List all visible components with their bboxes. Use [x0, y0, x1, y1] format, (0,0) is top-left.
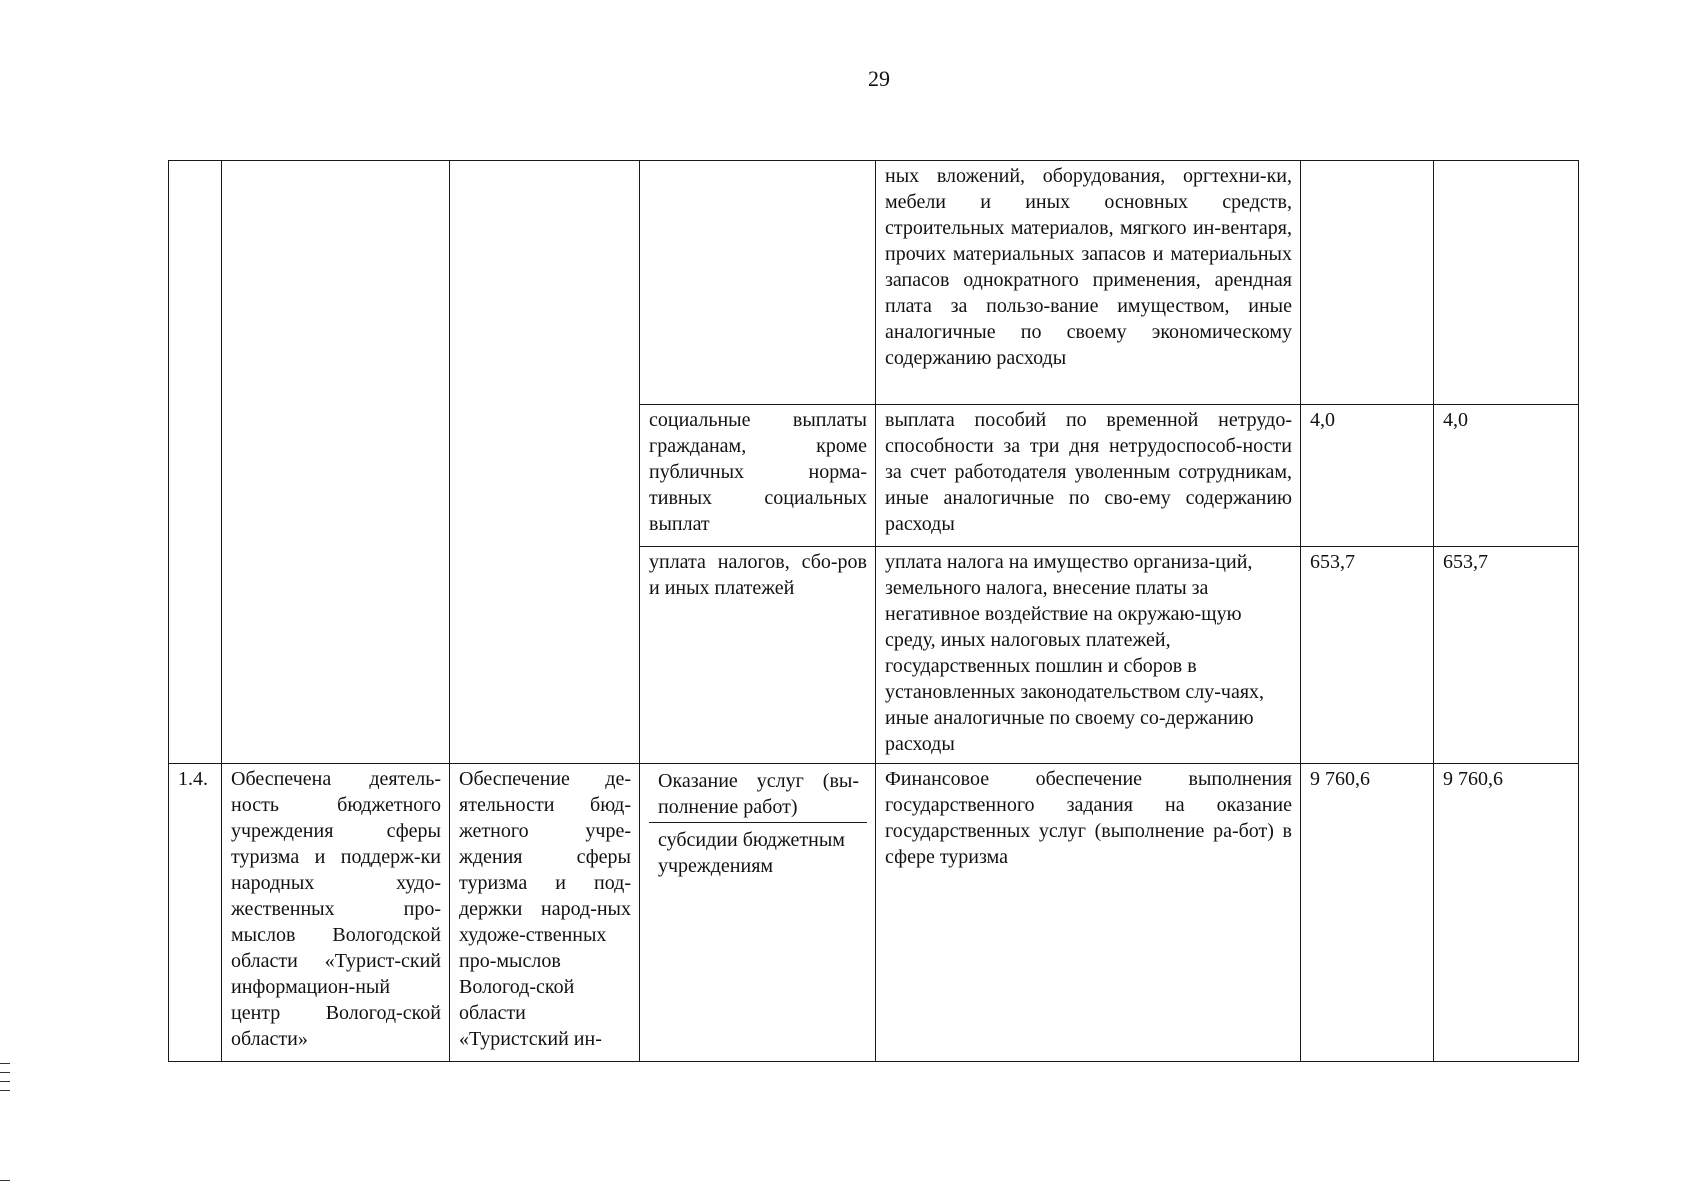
table-row	[169, 161, 1579, 405]
expense-description-cell: ных вложений, оборудования, оргтехни-ки, мебели и иных основных средств, строительных материалов, мягкого ин-вентаря, прочих материальных запасов и материальных запасов однократного применения, арендная плата за пользо-вание имуществом, иные аналогичные по своему экономическому содержанию расходы	[876, 161, 1301, 405]
expense-type-cell	[640, 764, 876, 1062]
result-cell: Обеспечена деятель-ность бюджетного учреждения сферы туризма и поддерж-ки народных худо-жественных про-мыслов Вологодской области «Турист-ский информацион-ный центр Вологод-ской области»	[222, 764, 450, 1062]
amount-cell: 653,7	[1301, 547, 1434, 764]
expense-type-cell	[640, 161, 876, 405]
table-row	[169, 764, 1579, 1062]
edge-scan-mark	[0, 1063, 10, 1064]
amount-cell: 4,0	[1301, 405, 1434, 547]
amount-cell: 9 760,6	[1434, 764, 1579, 1062]
row-number-cell: 1.4.	[169, 764, 222, 1062]
amount-cell: 9 760,6	[1301, 764, 1434, 1062]
edge-scan-mark	[0, 1090, 10, 1091]
budget-table	[168, 160, 1579, 1062]
activity-cell: Обеспечение де-ятельности бюд-жетного учре-ждения сферы туризма и под-держки народ-ных художе-ственных про-мыслов Вологод-ской области «Туристский ин-	[450, 764, 640, 1062]
amount-cell: 653,7	[1434, 547, 1579, 764]
amount-cell	[1301, 161, 1434, 405]
expense-description-cell: Финансовое обеспечение выполнения государственного задания на оказание государственных услуг (выполнение ра-бот) в сфере туризма	[876, 764, 1301, 1062]
expense-type-text: Оказание услуг (вы-полнение работ)	[649, 766, 867, 823]
activity-cell	[450, 161, 640, 764]
page-number: 29	[868, 66, 890, 91]
amount-cell: 4,0	[1434, 405, 1579, 547]
expense-subtype-text: субсидии бюджетным учреждениям	[658, 829, 845, 877]
expense-description-cell: уплата налога на имущество организа-ций, земельного налога, внесение платы за негативное воздействие на окружаю-щую среду, иных налоговых платежей, государственных пошлин и сборов в установленных законодательством слу-чаях, иные аналогичные по своему со-держанию расходы	[876, 547, 1301, 764]
expense-type-cell: социальные выплаты гражданам, кроме публичных норма-тивных социальных выплат	[640, 405, 876, 547]
edge-scan-mark	[0, 1072, 10, 1073]
edge-scan-mark	[0, 1180, 10, 1181]
edge-scan-mark	[0, 1081, 10, 1082]
amount-cell	[1434, 161, 1579, 405]
expense-type-cell: уплата налогов, сбо-ров и иных платежей	[640, 547, 876, 764]
expense-description-cell: выплата пособий по временной нетрудо-способности за три дня нетрудоспособ-ности за счет работодателя уволенным сотрудникам, иные аналогичные по сво-ему содержанию расходы	[876, 405, 1301, 547]
row-number-cell	[169, 161, 222, 764]
result-cell	[222, 161, 450, 764]
